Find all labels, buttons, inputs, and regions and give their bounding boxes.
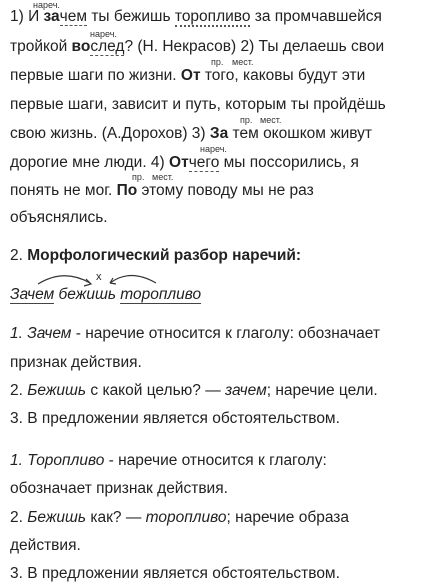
phrase-line xyxy=(10,285,201,305)
text: за промчавшейся xyxy=(250,8,382,25)
analysis-line xyxy=(10,536,81,556)
text: мы поссорились, я xyxy=(219,154,359,171)
annotation-mest: мест. xyxy=(260,115,282,125)
text: обозначает признак действия. xyxy=(10,480,228,497)
text: тройкой xyxy=(10,38,72,55)
analysis-line xyxy=(10,564,340,584)
text: первые шаги по жизни. xyxy=(10,67,181,84)
text: 3. В предложении является обстоятельством. xyxy=(10,410,340,427)
text: как? — xyxy=(86,509,146,526)
analysis-line xyxy=(10,508,349,528)
preposition: От xyxy=(180,67,201,84)
word-part: чем xyxy=(59,8,88,25)
text: признак действия. xyxy=(10,354,142,371)
annotation-narech-1: нареч. xyxy=(33,0,60,10)
annotation-narech-3: нареч. xyxy=(200,144,227,154)
text: ? (Н. Некрасов) 2) Ты делаешь свои xyxy=(124,38,385,55)
annotation-pr: пр. xyxy=(132,172,145,182)
answer: зачем xyxy=(225,382,267,399)
term: Зачем xyxy=(27,325,72,342)
analysis-line xyxy=(10,409,340,429)
text: тем окошком живут xyxy=(228,125,373,142)
phrase-word-bezhish: бежишь xyxy=(58,286,116,303)
text: ты бежишь xyxy=(87,8,175,25)
text: ; наречие цели. xyxy=(266,382,378,399)
analysis-line xyxy=(10,479,228,499)
phrase-word-toroplivo: торопливо xyxy=(120,286,202,303)
x-mark: x xyxy=(96,271,102,283)
answer: торопливо xyxy=(145,509,227,526)
heading-number: 2. xyxy=(10,247,28,264)
text: свою жизнь. (А.Дорохов) 3) xyxy=(10,125,210,142)
preposition-part: во xyxy=(71,38,91,55)
adverb-torop: торопливо xyxy=(174,8,251,25)
analysis-line xyxy=(10,381,378,401)
phrase-word-zachem: Зачем xyxy=(10,286,55,303)
heading-text: Морфологический разбор наречий: xyxy=(27,247,302,264)
analysis-line xyxy=(10,353,142,373)
term: Бежишь xyxy=(27,382,87,399)
annotation-pr: пр. xyxy=(211,57,224,67)
text: этому поводу мы не раз xyxy=(137,182,314,199)
text: с какой целью? — xyxy=(86,382,226,399)
text: объяснялись. xyxy=(10,209,108,226)
annotation-pr: пр. xyxy=(240,115,253,125)
preposition-part: От xyxy=(169,154,189,171)
word-part: чего xyxy=(188,154,220,171)
text: - наречие относится к глаголу: обозначает xyxy=(71,325,380,342)
term: Бежишь xyxy=(27,509,87,526)
text: дорогие мне люди. 4) xyxy=(10,154,170,171)
term: Торопливо xyxy=(27,452,105,469)
num: 2. xyxy=(10,509,28,526)
annotation-mest: мест. xyxy=(232,57,254,67)
annotation-narech-2: нареч. xyxy=(90,29,117,39)
text: того, каковы будут эти xyxy=(200,67,366,84)
text: действия. xyxy=(10,537,81,554)
analysis-line xyxy=(10,324,380,344)
num: 1. xyxy=(10,452,28,469)
preposition: По xyxy=(116,182,138,199)
text: 3. В предложении является обстоятельством. xyxy=(10,565,340,582)
text: понять не мог. xyxy=(10,182,117,199)
word-part: след xyxy=(90,38,125,55)
preposition: За xyxy=(209,125,229,142)
annotation-mest: мест. xyxy=(152,172,174,182)
arc-right xyxy=(110,276,156,284)
text: ; наречие образа xyxy=(226,509,350,526)
preposition-part: за xyxy=(43,8,60,25)
text: 1) И xyxy=(10,8,44,25)
num: 1. xyxy=(10,325,28,342)
arc-left xyxy=(38,276,90,284)
text: - наречие относится к глаголу: xyxy=(104,452,327,469)
analysis-line xyxy=(10,451,327,471)
num: 2. xyxy=(10,382,28,399)
text: первые шаги, зависит и путь, которым ты пройдёшь xyxy=(10,96,386,113)
